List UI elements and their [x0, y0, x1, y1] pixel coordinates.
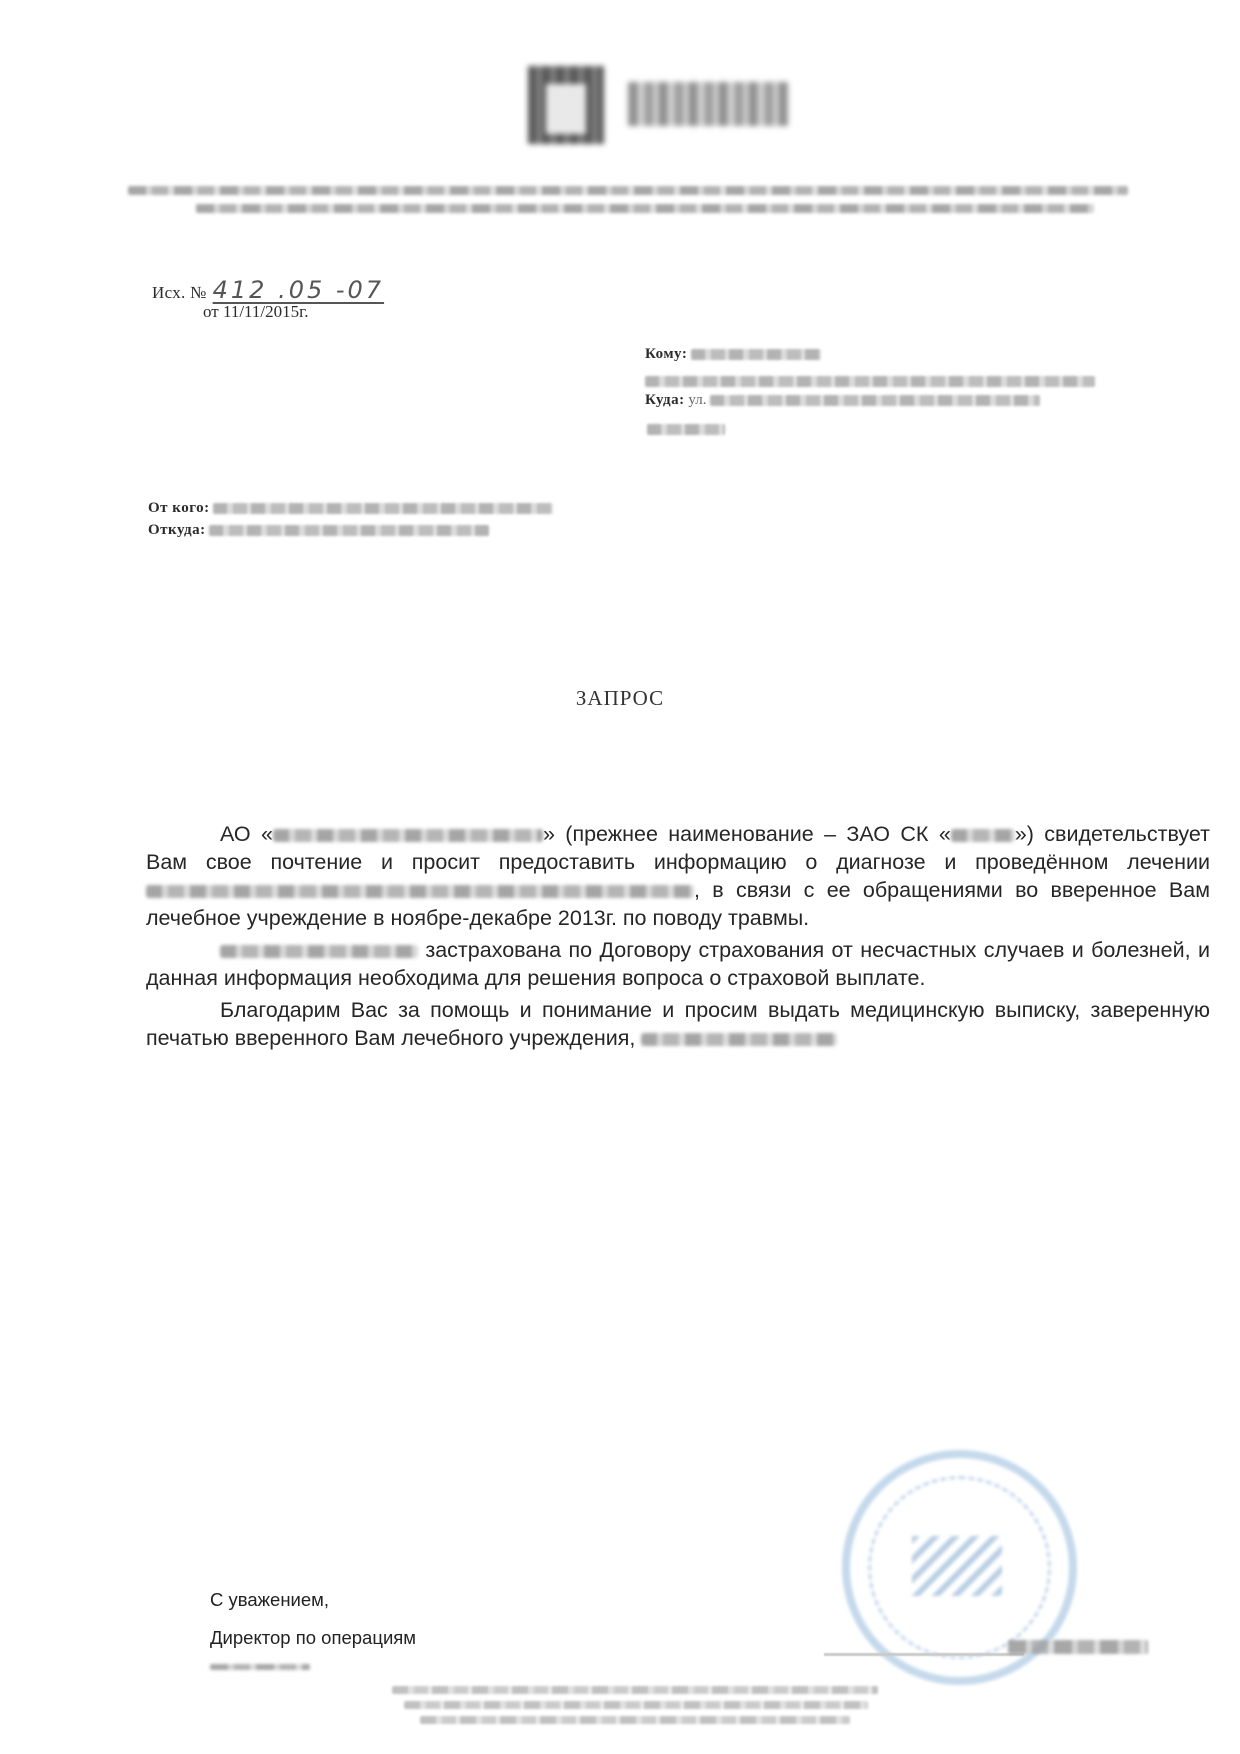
signature-position: Директор по операциям [210, 1627, 417, 1648]
sender-from-where [148, 522, 489, 539]
recipient-zip-redacted [647, 424, 725, 435]
footer-requisites-line-1 [392, 1686, 878, 1694]
recipient-where-label: Куда: [645, 392, 685, 408]
footer-requisites-line-3 [420, 1716, 850, 1724]
signatory-name-redacted [1008, 1640, 1148, 1654]
patient-short-name-redacted-2 [641, 1033, 837, 1046]
signature-line [824, 1653, 1024, 1656]
p1-part-a: АО « [220, 822, 273, 846]
sender-from [148, 500, 553, 517]
outgoing-number-handwritten: 412 .05 -07 [212, 276, 385, 304]
document-title: ЗАПРОС [575, 686, 665, 710]
company-name-redacted [273, 829, 543, 842]
signature-closing: С уважением, [210, 1589, 330, 1610]
company-logo-icon [528, 66, 604, 144]
former-name-redacted [951, 829, 1015, 842]
sender-from-label: От кого: [148, 500, 210, 516]
recipient-where-redacted [710, 395, 1040, 406]
recipient-to [645, 346, 821, 363]
recipient-to-redacted [691, 349, 821, 360]
body-paragraph-1 [146, 820, 1210, 932]
document-body [146, 820, 1210, 1056]
sender-from-redacted [213, 503, 553, 514]
recipient-where-visible: ул. [688, 392, 707, 408]
patient-short-name-redacted [220, 945, 418, 958]
signature-subline-redacted [210, 1664, 310, 1670]
outgoing-number [152, 276, 384, 304]
body-paragraph-3 [146, 996, 1210, 1052]
p3-part-a: Благодарим Вас за помощь и понимание и просим выдать медицинскую выписку, заверенную печатью вверенного Вам лечебного учреждения, [146, 998, 1210, 1050]
sender-from-where-redacted [209, 525, 489, 536]
recipient-org-redacted [645, 376, 1095, 387]
footer-requisites-line-2 [404, 1701, 868, 1709]
company-logo-text [628, 82, 788, 126]
p1-part-d: , в связи с ее обращениями во вверенное Вам лечебное учреждение в ноябре-декабре 2013г. по поводу травмы. [146, 878, 1210, 930]
p1-part-c: ») свидетельствует Вам свое почтение и просит предоставить информацию о диагнозе и проведённом лечении [146, 822, 1210, 874]
recipient-where [645, 392, 1040, 409]
sender-from-where-label: Откуда: [148, 522, 206, 538]
p1-part-b: » (прежнее наименование – ЗАО СК « [542, 822, 951, 846]
outgoing-date: от 11/11/2015г. [203, 302, 309, 321]
recipient-to-label: Кому: [645, 346, 688, 362]
outgoing-number-label: Исх. № [152, 283, 207, 302]
body-paragraph-2 [146, 936, 1210, 992]
patient-name-redacted [146, 885, 694, 898]
p2-part-b: застрахована по Договору страхования от несчастных случаев и болезней, и данная информация необходима для решения вопроса о страховой выплате. [146, 938, 1210, 990]
header-requisites-line-1 [128, 186, 1128, 195]
header-requisites-line-2 [196, 204, 1094, 213]
